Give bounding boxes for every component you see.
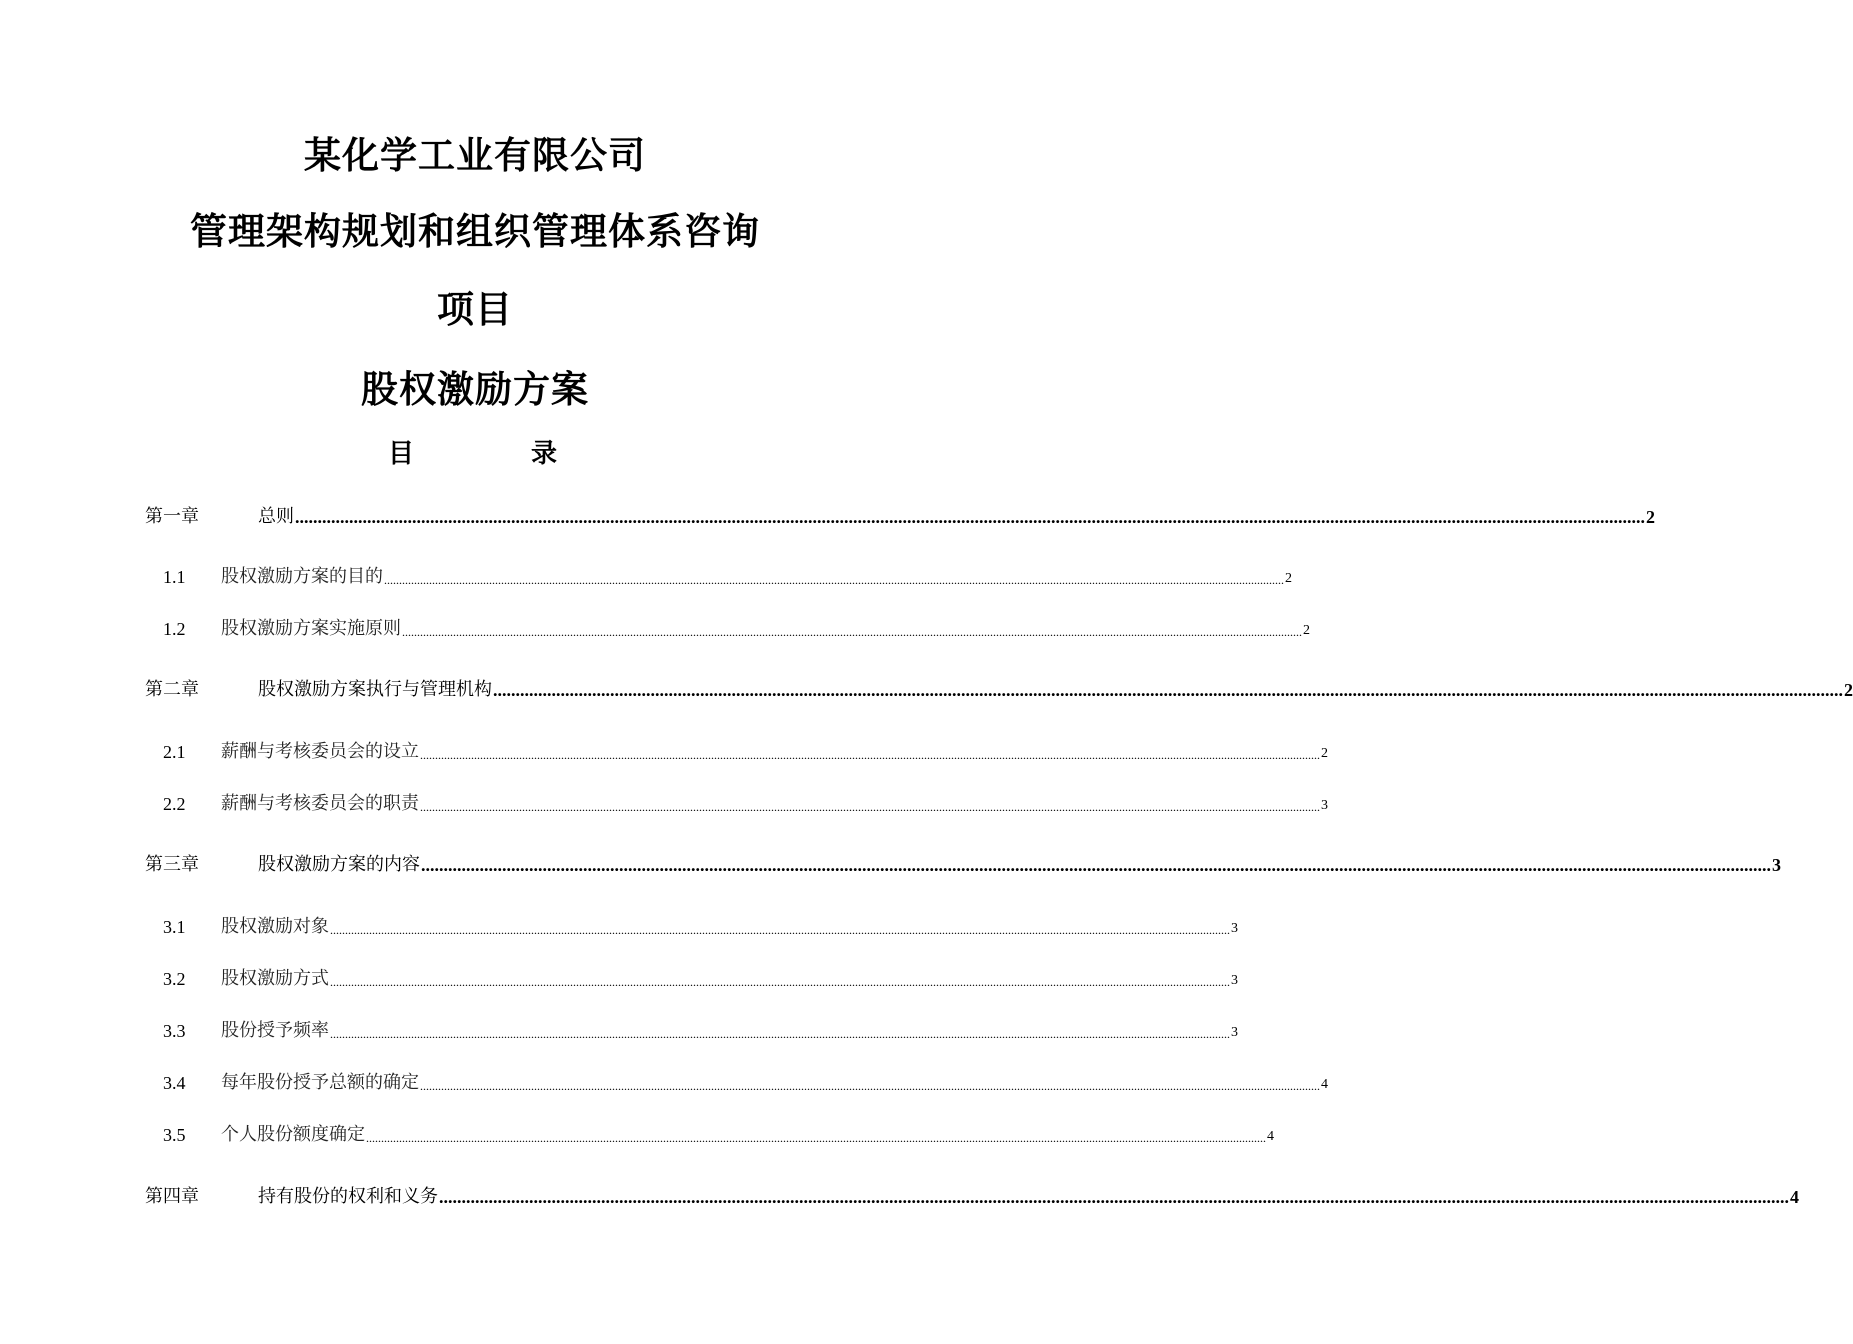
toc-page-number: 2 — [1844, 680, 1853, 700]
toc-heading-part1: 目 — [388, 439, 415, 469]
toc-chapter-number: 第一章 — [145, 506, 199, 527]
toc-chapter-title: 持有股份的权利和义务 — [258, 1186, 438, 1207]
toc-section-title: 股权激励方案实施原则 — [221, 618, 401, 639]
project-title: 管理架构规划和组织管理体系咨询 — [190, 210, 760, 253]
toc-chapter-title: 股权激励方案的内容 — [258, 854, 420, 875]
toc-chapter-entry[interactable] — [0, 851, 1781, 879]
toc-page-number: 3 — [1231, 973, 1238, 988]
toc-leader-dots: ............................................................................................................................................................................................................................................................................................................ — [493, 680, 1843, 700]
toc-page-number: 2 — [1303, 623, 1310, 638]
toc-page-number: 4 — [1790, 1187, 1799, 1207]
toc-page-number: 3 — [1772, 855, 1781, 875]
toc-leader-dots: ............................................................................................................................................................................................................................................................................................................ — [439, 1187, 1789, 1207]
toc-leader-dots: ............................................................................................................................................................................................................................................................................................................ — [420, 800, 1320, 814]
toc-leader-dots: ............................................................................................................................................................................................................................................................................................................ — [384, 573, 1284, 587]
toc-section-title: 股份授予频率 — [221, 1020, 329, 1041]
toc-section-entry[interactable] — [0, 1069, 1328, 1097]
toc-section-number: 3.3 — [163, 1021, 186, 1041]
toc-section-number: 1.1 — [163, 567, 186, 587]
toc-section-title: 个人股份额度确定 — [221, 1124, 365, 1145]
toc-leader-dots: ............................................................................................................................................................................................................................................................................................................ — [330, 923, 1230, 937]
project-title-cont: 项目 — [437, 288, 513, 331]
toc-leader-dots: ............................................................................................................................................................................................................................................................................................................ — [420, 1079, 1320, 1093]
toc-section-entry[interactable] — [0, 790, 1328, 818]
toc-section-number: 2.1 — [163, 742, 186, 762]
toc-page-number: 2 — [1285, 571, 1292, 586]
toc-section-title: 薪酬与考核委员会的设立 — [221, 741, 419, 762]
toc-page-number: 4 — [1321, 1077, 1328, 1092]
toc-section-number: 3.4 — [163, 1073, 186, 1093]
toc-leader-dots: ............................................................................................................................................................................................................................................................................................................ — [295, 507, 1645, 527]
toc-section-number: 2.2 — [163, 794, 186, 814]
toc-section-entry[interactable] — [0, 965, 1238, 993]
toc-chapter-entry[interactable] — [0, 503, 1655, 531]
toc-section-entry[interactable] — [0, 913, 1238, 941]
toc-section-title: 股权激励方案的目的 — [221, 566, 383, 587]
toc-leader-dots: ............................................................................................................................................................................................................................................................................................................ — [421, 855, 1771, 875]
toc-page-number: 4 — [1267, 1129, 1274, 1144]
toc-section-entry[interactable] — [0, 563, 1292, 591]
document-title: 股权激励方案 — [361, 368, 589, 411]
toc-section-entry[interactable] — [0, 615, 1310, 643]
toc-chapter-number: 第三章 — [145, 854, 199, 875]
toc-page-number: 3 — [1231, 921, 1238, 936]
toc-page-number: 2 — [1321, 746, 1328, 761]
toc-chapter-entry[interactable] — [0, 676, 1853, 704]
toc-heading-part2: 录 — [531, 439, 558, 469]
toc-section-number: 3.2 — [163, 969, 186, 989]
toc-leader-dots: ............................................................................................................................................................................................................................................................................................................ — [366, 1131, 1266, 1145]
toc-leader-dots: ............................................................................................................................................................................................................................................................................................................ — [330, 975, 1230, 989]
toc-leader-dots: ............................................................................................................................................................................................................................................................................................................ — [420, 748, 1320, 762]
toc-leader-dots: ............................................................................................................................................................................................................................................................................................................ — [330, 1027, 1230, 1041]
toc-section-entry[interactable] — [0, 738, 1328, 766]
toc-chapter-number: 第二章 — [145, 679, 199, 700]
toc-page-number: 2 — [1646, 507, 1655, 527]
toc-section-number: 3.1 — [163, 917, 186, 937]
toc-section-entry[interactable] — [0, 1017, 1238, 1045]
toc-chapter-number: 第四章 — [145, 1186, 199, 1207]
toc-section-title: 薪酬与考核委员会的职责 — [221, 793, 419, 814]
toc-section-title: 股权激励对象 — [221, 916, 329, 937]
toc-section-title: 每年股份授予总额的确定 — [221, 1072, 419, 1093]
toc-leader-dots: ............................................................................................................................................................................................................................................................................................................ — [402, 625, 1302, 639]
company-title: 某化学工业有限公司 — [304, 134, 646, 177]
toc-section-number: 3.5 — [163, 1125, 186, 1145]
toc-page-number: 3 — [1231, 1025, 1238, 1040]
toc-chapter-title: 股权激励方案执行与管理机构 — [258, 679, 492, 700]
toc-heading — [0, 436, 950, 472]
toc-section-number: 1.2 — [163, 619, 186, 639]
toc-chapter-entry[interactable] — [0, 1183, 1799, 1211]
toc-chapter-title: 总则 — [258, 506, 294, 527]
toc-section-entry[interactable] — [0, 1121, 1274, 1149]
toc-section-title: 股权激励方式 — [221, 968, 329, 989]
toc-page-number: 3 — [1321, 798, 1328, 813]
